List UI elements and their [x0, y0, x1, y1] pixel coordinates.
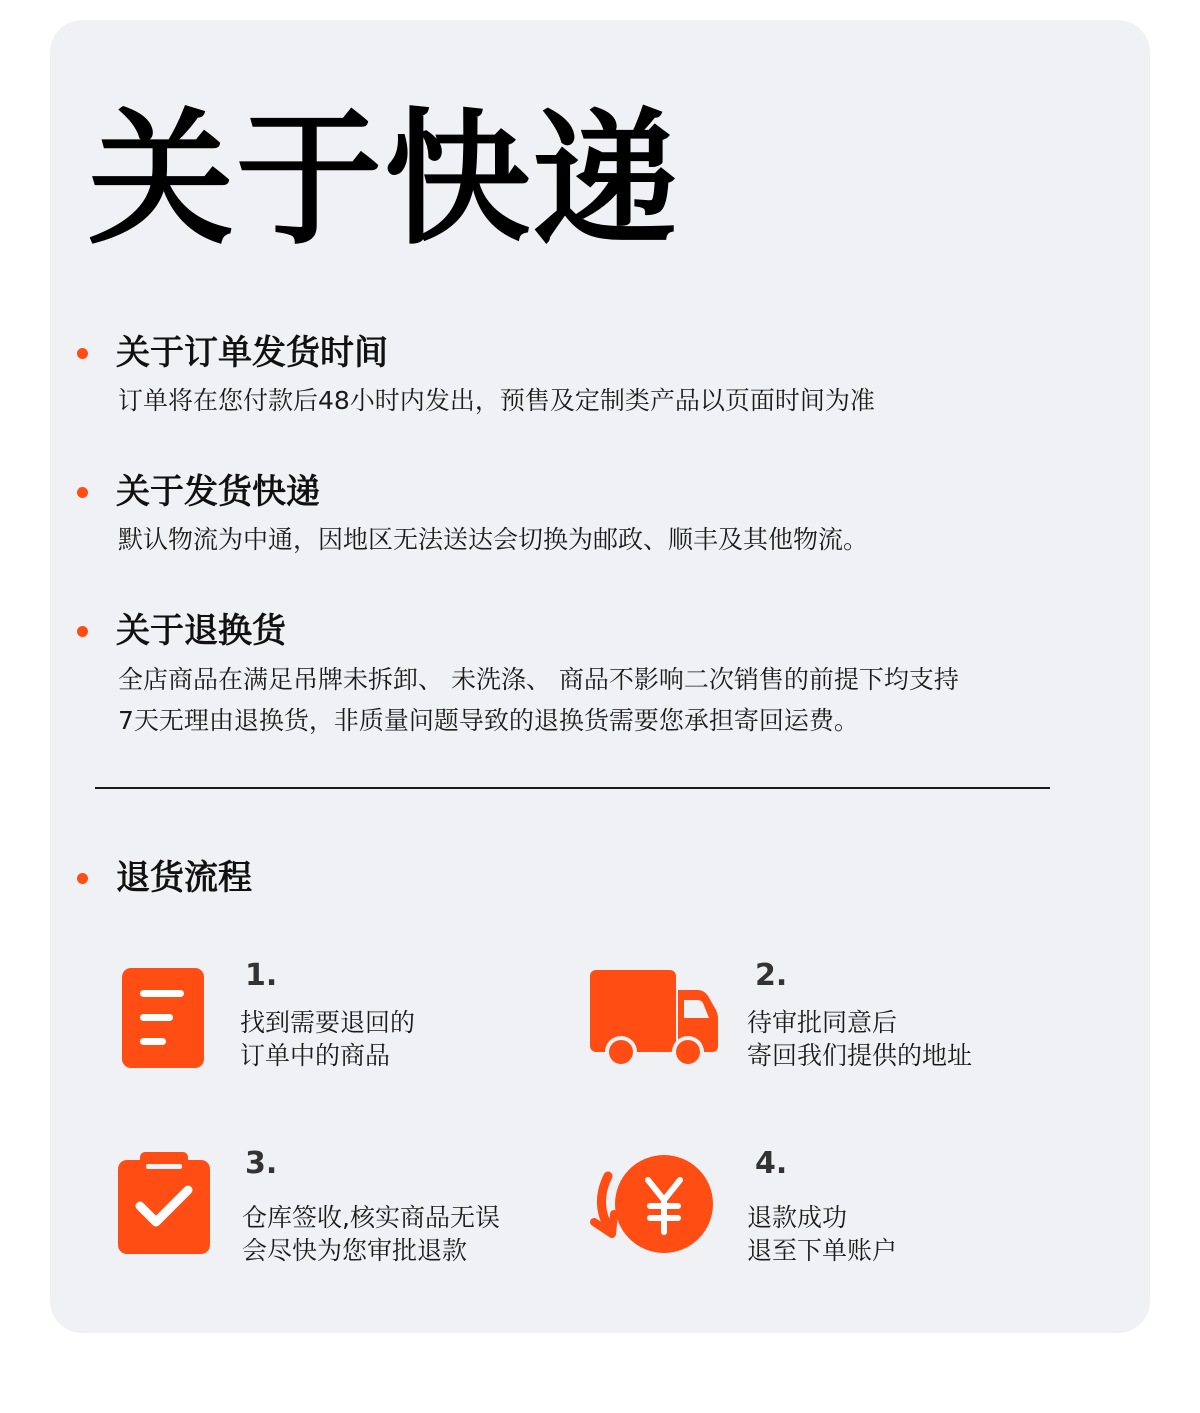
bullet-dot [77, 348, 88, 359]
step-text: 退至下单账户 [747, 1236, 898, 1265]
clipboard-check-icon [118, 1152, 210, 1254]
section-text: 订单将在您付款后48小时内发出，预售及定制类产品以页面时间为准 [118, 386, 875, 415]
step-number: 3. [245, 1146, 278, 1181]
step-text: 找到需要退回的 [240, 1008, 416, 1037]
yen-refund-icon [580, 1152, 716, 1258]
bullet-dot [77, 873, 88, 884]
bullet-dot [77, 626, 88, 637]
bullet-dot [77, 487, 88, 498]
step-number: 4. [755, 1146, 788, 1181]
section-heading: 关于发货快递 [116, 472, 320, 512]
page-title: 关于快递 [88, 95, 680, 265]
step-text: 退款成功 [747, 1203, 848, 1232]
step-text: 寄回我们提供的地址 [747, 1041, 973, 1070]
step-number: 1. [245, 958, 278, 993]
section-text: 默认物流为中通，因地区无法送达会切换为邮政、顺丰及其他物流。 [118, 525, 869, 554]
section-heading: 关于退换货 [116, 611, 286, 651]
section-text: 全店商品在满足吊牌未拆卸、 未洗涤、 商品不影响二次销售的前提下均支持 [118, 665, 959, 694]
truck-icon [588, 968, 718, 1070]
section-heading: 关于订单发货时间 [116, 333, 388, 373]
document-icon [122, 968, 204, 1068]
step-text: 仓库签收,核实商品无误 [242, 1203, 500, 1232]
step-text: 订单中的商品 [240, 1041, 391, 1070]
step-number: 2. [755, 958, 788, 993]
divider [95, 787, 1050, 789]
section-text: 7天无理由退换货，非质量问题导致的退换货需要您承担寄回运费。 [118, 706, 859, 735]
step-text: 待审批同意后 [747, 1008, 898, 1037]
step-text: 会尽快为您审批退款 [242, 1236, 468, 1265]
section-heading: 退货流程 [116, 858, 252, 898]
